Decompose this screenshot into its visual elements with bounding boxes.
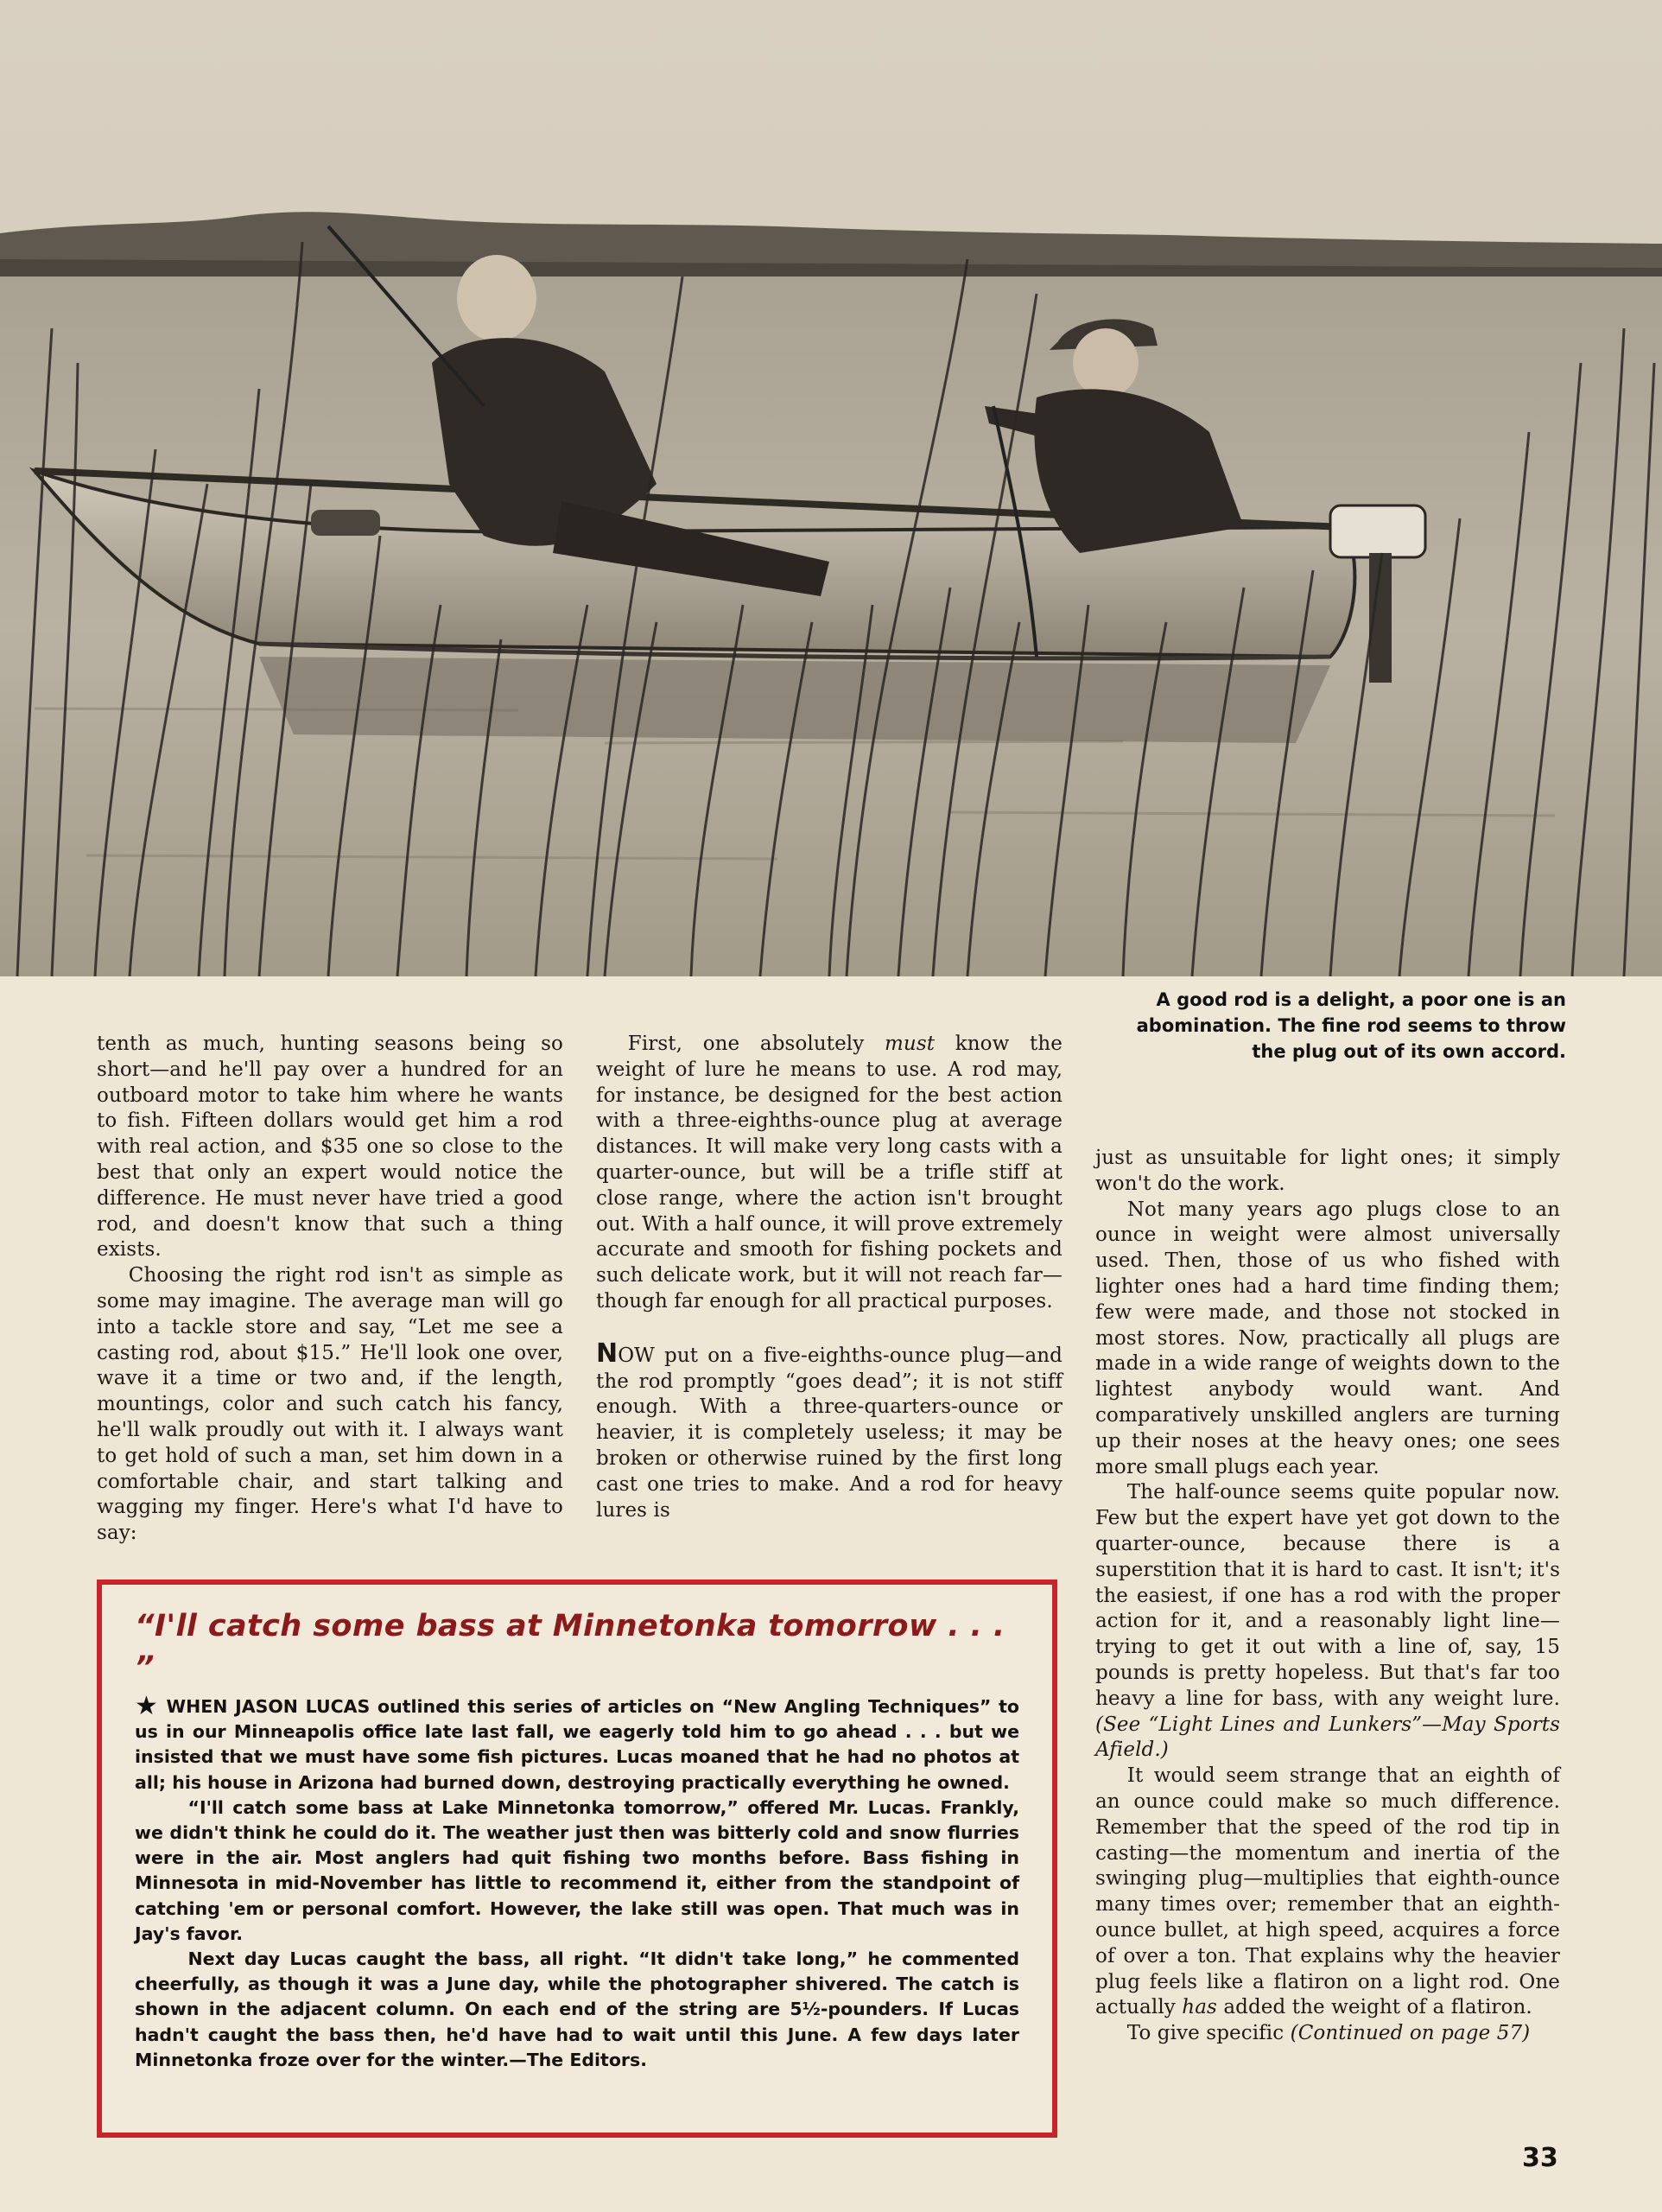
box-title: “I'll catch some bass at Minnetonka tomorrow . . . ” [135,1609,1005,1685]
fishing-boat-photo [0,0,1662,976]
col2-paragraph-1: First, one absolutely must know the weight of lure he means to use. A rod may, for instance, be designed for the best action with a three-eighths-ounce plug at average distances. It will make very long casts with a quarter-ounce, but will be a trifle stiff at close range, where the action isn't brought out. With a half ounce, it will prove extremely accurate and smooth for fishing pockets and such delicate work, but it will not reach far—though far enough for all practical purposes. [596,1033,1063,1313]
col3-paragraph-1: just as unsuitable for light ones; it simply won't do the work. [1095,1147,1560,1195]
page-number: 33 [1522,2143,1558,2173]
see-reference: (See “Light Lines and Lunkers”—May Sports Afield.) [1095,1713,1560,1762]
box-paragraph-2: “I'll catch some bass at Lake Minnetonka tomorrow,” offered Mr. Lucas. Frankly, we didn't think he could do it. The weather just then was bitterly cold and snow flurries were in the air. Most anglers had quit fishing two months before. Bass fishing in Minnesota in mid-November has little to recommend it, either from the standpoint of catching 'em or personal comfort. However, the lake still was open. That much was in Jay's favor. [135,1796,1019,1944]
col3-paragraph-4: It would seem strange that an eighth of an ounce could make so much difference. Remember that the speed of the rod tip in casting—the momentum and inertia of the swinging plug—multiplies that eighth-ounce many times over; remember that an eighth-ounce bullet, at high speed, acquires a force of over a ton. That explains why the heavier plug feels like a flatiron on a light rod. One actually has added the weight of a flatiron. [1095,1764,1560,2019]
photo-caption: A good rod is a delight, a poor one is an abomination. The fine rod seems to throw the plug out of its own accord. [1136,989,1566,1062]
editors-note-box [97,1580,1057,2138]
col3-paragraph-2: Not many years ago plugs close to an ounce in weight were almost universally used. Then, those of us who fished with lighter ones had a hard time finding them; few were made, and those not stocked in most stores. Now, practically all plugs are made in a wide range of weights down to the lightest anybody would want. And comparatively unskilled anglers are turning up their noses at the heavy ones; one sees more small plugs each year. [1095,1198,1560,1478]
col3-paragraph-5: To give specific (Continued on page 57) [1126,2022,1531,2045]
box-paragraph-3: Next day Lucas caught the bass, all right. “It didn't take long,” he commented cheerfully, as though it was a June day, while the photographer shivered. The catch is shown in the adjacent column. On each end of the string are 5½-pounders. If Lucas hadn't caught the bass then, he'd have had to wait until this June. A few days later Minnetonka froze over for the winter.—The Editors. [135,1948,1019,2070]
col1-paragraph-1: tenth as much, hunting seasons being so short—and he'll pay over a hundred for an outboard motor to take him where he wants to fish. Fifteen dollars would get him a rod with real action, and $35 one so close to the best that only an expert would notice the difference. He must never have tried a good rod, and doesn't know that such a thing exists. [97,1033,563,1262]
col2-paragraph-2: NOW put on a five-eighths-ounce plug—and the rod promptly “goes dead”; it is not stiff enough. With a three-quarters-ounce or heavier, it is completely useless; it may be broken or otherwise ruined by the first long cast one tries to make. And a rod for heavy lures is [596,1338,1063,1522]
col3-paragraph-3: The half-ounce seems quite popular now. Few but the expert have yet got down to the quarter-ounce, because there is a superstition that it is hard to cast. It isn't; it's the easiest, if one has a rod with the proper action for it, and a reasonably light line—trying to get it out with a line of, say, 15 pounds is pretty hopeless. But that's far too heavy a line for bass, with any weight lure. (See “Light Lines and Lunkers”—May Sports Afield.) [1095,1481,1560,1762]
column-1 [97,1032,563,1547]
star-icon: ★ [135,1691,160,1721]
column-3 [1095,1146,1560,2047]
continued-note: (Continued on page 57) [1290,2022,1531,2045]
box-paragraph-1: ★ WHEN JASON LUCAS outlined this series of articles on “New Angling Techniques” to us in our Minneapolis office late last fall, we eagerly told him to go ahead . . . but we insisted that we must have some fish pictures. Lucas moaned that he had no photos at all; his house in Arizona had burned down, destroying practically everything he owned. [135,1691,1019,1793]
column-2 [596,1032,1063,1523]
col1-paragraph-2: Choosing the right rod isn't as simple as some may imagine. The average man will go into a tackle store and say, “Let me see a casting rod, about $15.” He'll look one over, wave it a time or two and, if the length, mountings, color and such catch his fancy, he'll walk proudly out with it. I always want to get hold of such a man, set him down in a comfortable chair, and start talking and wagging my finger. Here's what I'd have to say: [97,1264,563,1545]
drop-cap: N [596,1338,618,1369]
